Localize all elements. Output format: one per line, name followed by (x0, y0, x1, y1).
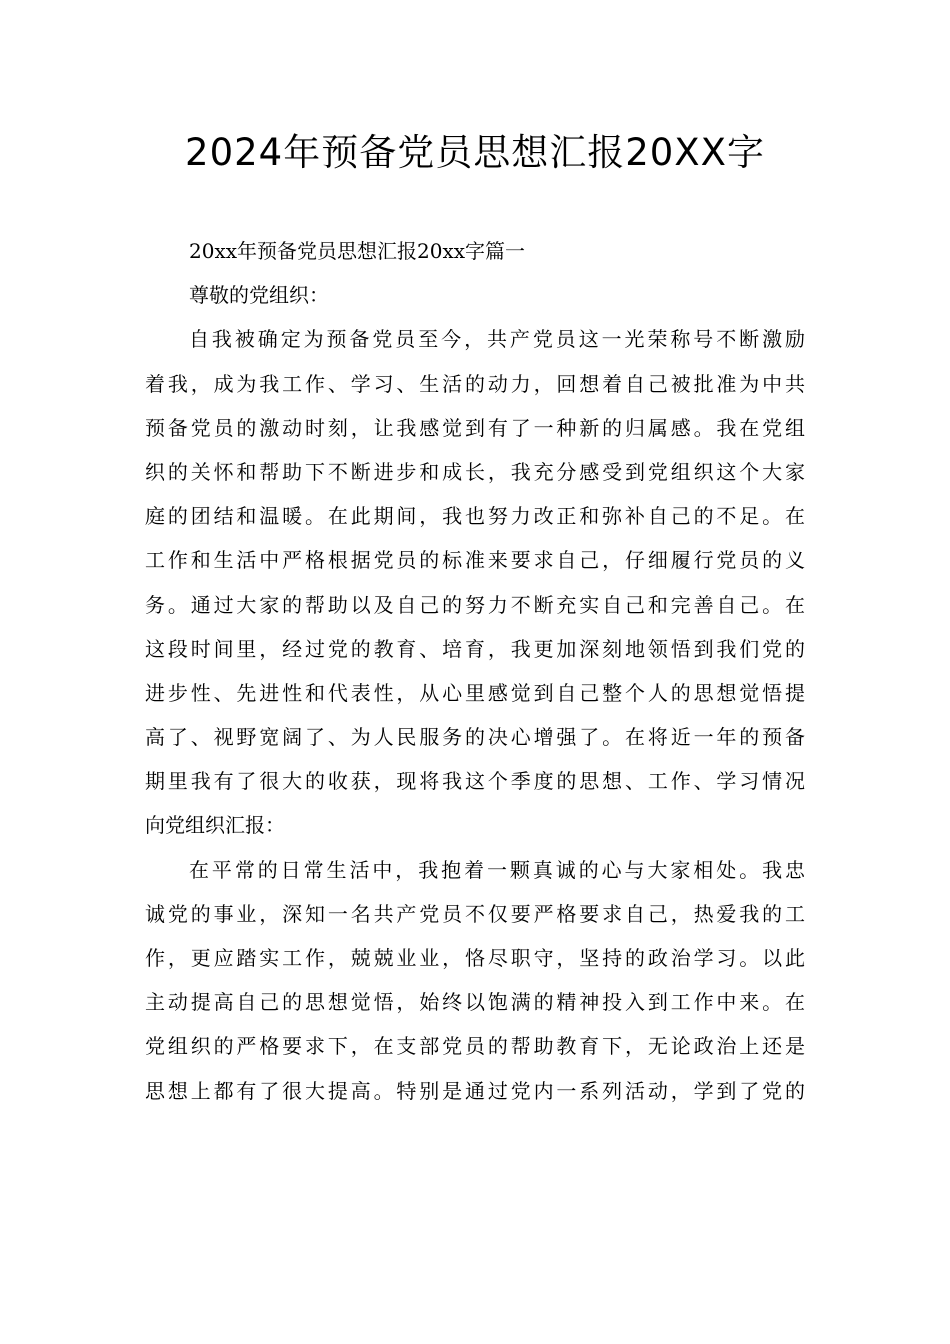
text-line: 自我被确定为预备党员至今，共产党员这一光荣称号不断激励 (189, 327, 805, 352)
text-line: 进步性、先进性和代表性，从心里感觉到自己整个人的思想觉悟提 (145, 680, 805, 705)
text-line: 思想上都有了很大提高。特别是通过党内一系列活动，学到了党的 (145, 1078, 805, 1103)
text-line: 诚党的事业，深知一名共产党员不仅要严格要求自己，热爱我的工 (145, 901, 805, 926)
document-title: 2024年预备党员思想汇报20XX字 (185, 131, 765, 174)
text-line: 高了、视野宽阔了、为人民服务的决心增强了。在将近一年的预备 (145, 725, 805, 750)
text-line: 作，更应踏实工作，兢兢业业，恪尽职守，坚持的政治学习。以此 (145, 946, 805, 970)
text-line: 庭的团结和温暖。在此期间，我也努力改正和弥补自己的不足。在 (145, 504, 805, 529)
document-body (145, 229, 805, 1113)
text-line: 期里我有了很大的收获，现将我这个季度的思想、工作、学习情况 (145, 769, 805, 794)
text-line: 预备党员的激动时刻，让我感觉到有了一种新的归属感。我在党组 (145, 415, 805, 440)
text-line: 在平常的日常生活中，我抱着一颗真诚的心与大家相处。我忠 (189, 857, 805, 882)
text-line: 主动提高自己的思想觉悟，始终以饱满的精神投入到工作中来。在 (145, 990, 805, 1015)
text-line: 织的关怀和帮助下不断进步和成长，我充分感受到党组织这个大家 (145, 459, 805, 484)
text-line: 党组织的严格要求下，在支部党员的帮助教育下，无论政治上还是 (145, 1034, 805, 1059)
text-line: 尊敬的党组织： (189, 283, 329, 308)
text-line: 着我，成为我工作、学习、生活的动力，回想着自己被批准为中共 (145, 371, 805, 396)
text-line: 向党组织汇报： (145, 813, 285, 838)
text-line: 务。通过大家的帮助以及自己的努力不断充实自己和完善自己。在 (145, 592, 805, 617)
text-line: 这段时间里，经过党的教育、培育，我更加深刻地领悟到我们党的 (145, 636, 805, 661)
text-line: 20xx年预备党员思想汇报20xx字篇一 (189, 239, 526, 263)
text-line: 工作和生活中严格根据党员的标准来要求自己，仔细履行党员的义 (145, 548, 805, 573)
